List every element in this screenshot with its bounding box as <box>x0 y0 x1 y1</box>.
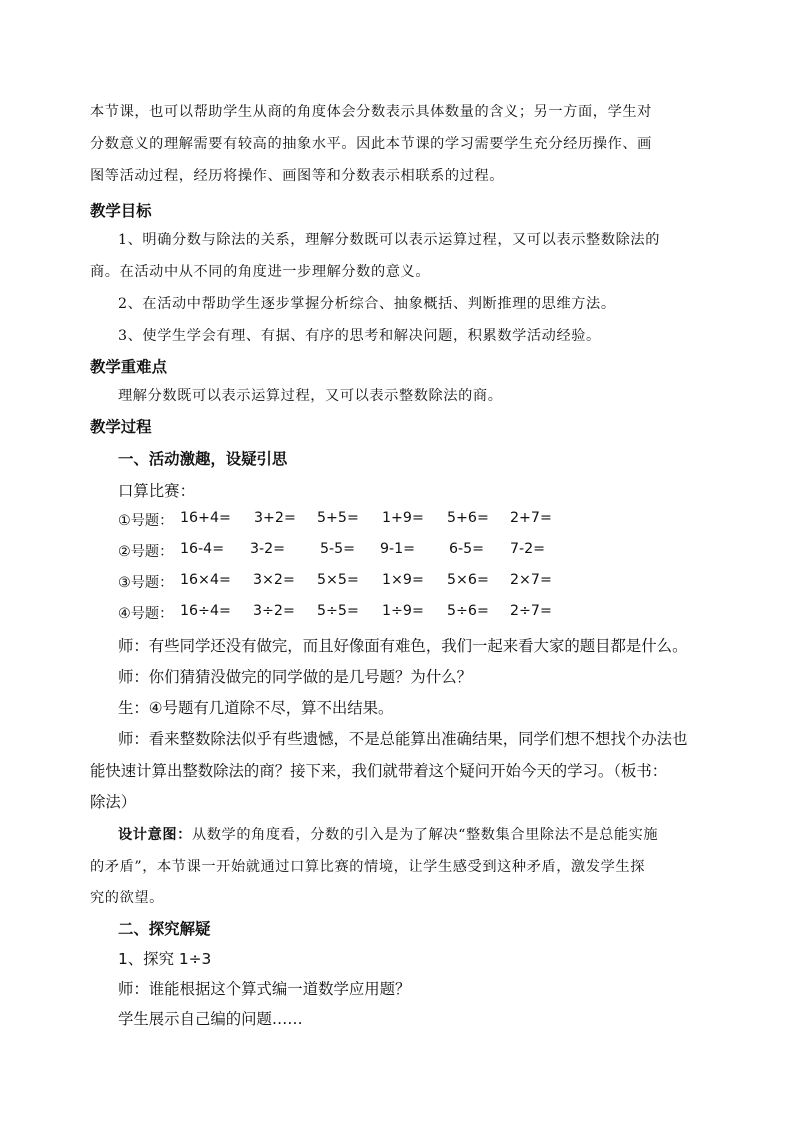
section2-title: 二、探究解疑 <box>118 920 211 938</box>
exercise-label: ③号题： <box>118 575 174 591</box>
exercise-item: 2+7= <box>510 510 552 526</box>
design-intent-text: 从数学的角度看，分数的引入是为了解决“整数集合里除法不是总能实施 <box>191 827 659 843</box>
exercise-item: 5-5= <box>320 541 356 557</box>
dialog-line-2: 师：你们猜猜没做完的同学做的是几号题？为什么？ <box>118 668 472 686</box>
exercise-item: 1×9= <box>382 572 424 588</box>
exercise-item: 6-5= <box>449 541 485 557</box>
exercise-item: 2×7= <box>510 572 552 588</box>
key-points-text: 理解分数既可以表示运算过程，又可以表示整数除法的商。 <box>118 388 503 404</box>
dialog-line-3: 生：④号题有几道除不尽，算不出结果。 <box>118 699 394 717</box>
design-intent-line-1 <box>118 824 738 844</box>
intro-line-2: 分数意义的理解需要有较高的抽象水平。因此本节课的学习需要学生充分经历操作、画 <box>90 136 652 152</box>
exercise-item: 5×5= <box>317 572 359 588</box>
oral-contest-label: 口算比赛： <box>118 482 195 500</box>
explore-item: 1、探究 1÷3 <box>118 950 212 968</box>
objective-1-line-1: 1、明确分数与除法的关系，理解分数既可以表示运算过程，又可以表示整数除法的 <box>118 232 660 248</box>
exercise-item: 5+6= <box>447 510 489 526</box>
teacher-para-line-2: 能快速计算出整数除法的商？接下来，我们就带着这个疑问开始今天的学习。（板书： <box>90 762 668 780</box>
exercise-label: ②号题： <box>118 544 174 560</box>
exercise-item: 16+4= <box>180 510 231 526</box>
exercise-item: 2÷7= <box>510 603 552 619</box>
teacher-para-line-1: 师：看来整数除法似乎有些遗憾，不是总能算出准确结果，同学们想不想找个办法也 <box>118 730 688 748</box>
exercise-item: 5+5= <box>317 510 359 526</box>
exercise-item: 7-2= <box>510 541 546 557</box>
process-heading: 教学过程 <box>90 418 152 436</box>
teacher-para-line-3: 除法） <box>90 793 137 811</box>
exercise-item: 16÷4= <box>180 603 231 619</box>
exercise-label: ①号题： <box>118 513 174 529</box>
objectives-heading: 教学目标 <box>90 202 152 220</box>
exercise-item: 3÷2= <box>253 603 295 619</box>
exercise-item: 16-4= <box>180 541 225 557</box>
exercise-item: 1+9= <box>382 510 424 526</box>
objective-3: 3、使学生学会有理、有据、有序的思考和解决问题，积累数学活动经验。 <box>118 328 601 344</box>
explore-question: 师：谁能根据这个算式编一道数学应用题？ <box>118 980 411 998</box>
intro-line-1: 本节课，也可以帮助学生从商的角度体会分数表示具体数量的含义；另一方面，学生对 <box>90 104 652 120</box>
intro-line-3: 图等活动过程，经历将操作、画图等和分数表示相联系的过程。 <box>90 168 505 184</box>
section1-title: 一、活动激趣，设疑引思 <box>118 450 288 468</box>
explore-show: 学生展示自己编的问题…… <box>118 1010 303 1028</box>
exercise-item: 5÷5= <box>317 603 359 619</box>
exercise-item: 3×2= <box>253 572 295 588</box>
exercise-item: 3-2= <box>250 541 286 557</box>
exercise-item: 16×4= <box>180 572 231 588</box>
design-intent-label: 设计意图： <box>118 827 192 843</box>
exercise-item: 5×6= <box>447 572 489 588</box>
exercise-item: 1÷9= <box>382 603 424 619</box>
design-intent-line-2: 的矛盾”，本节课一开始就通过口算比赛的情境，让学生感受到这种矛盾，激发学生探 <box>90 859 645 875</box>
exercise-item: 9-1= <box>380 541 416 557</box>
key-points-heading: 教学重难点 <box>90 358 167 376</box>
exercise-item: 5÷6= <box>447 603 489 619</box>
objective-1-line-2: 商。在活动中从不同的角度进一步理解分数的意义。 <box>90 264 431 280</box>
exercise-item: 3+2= <box>254 510 296 526</box>
objective-2: 2、在活动中帮助学生逐步掌握分析综合、抽象概括、判断推理的思维方法。 <box>118 296 616 312</box>
exercise-label: ④号题： <box>118 606 174 622</box>
design-intent-line-3: 究的欲望。 <box>90 890 164 906</box>
dialog-line-1: 师：有些同学还没有做完，而且好像面有难色，我们一起来看大家的题目都是什么。 <box>118 637 688 655</box>
